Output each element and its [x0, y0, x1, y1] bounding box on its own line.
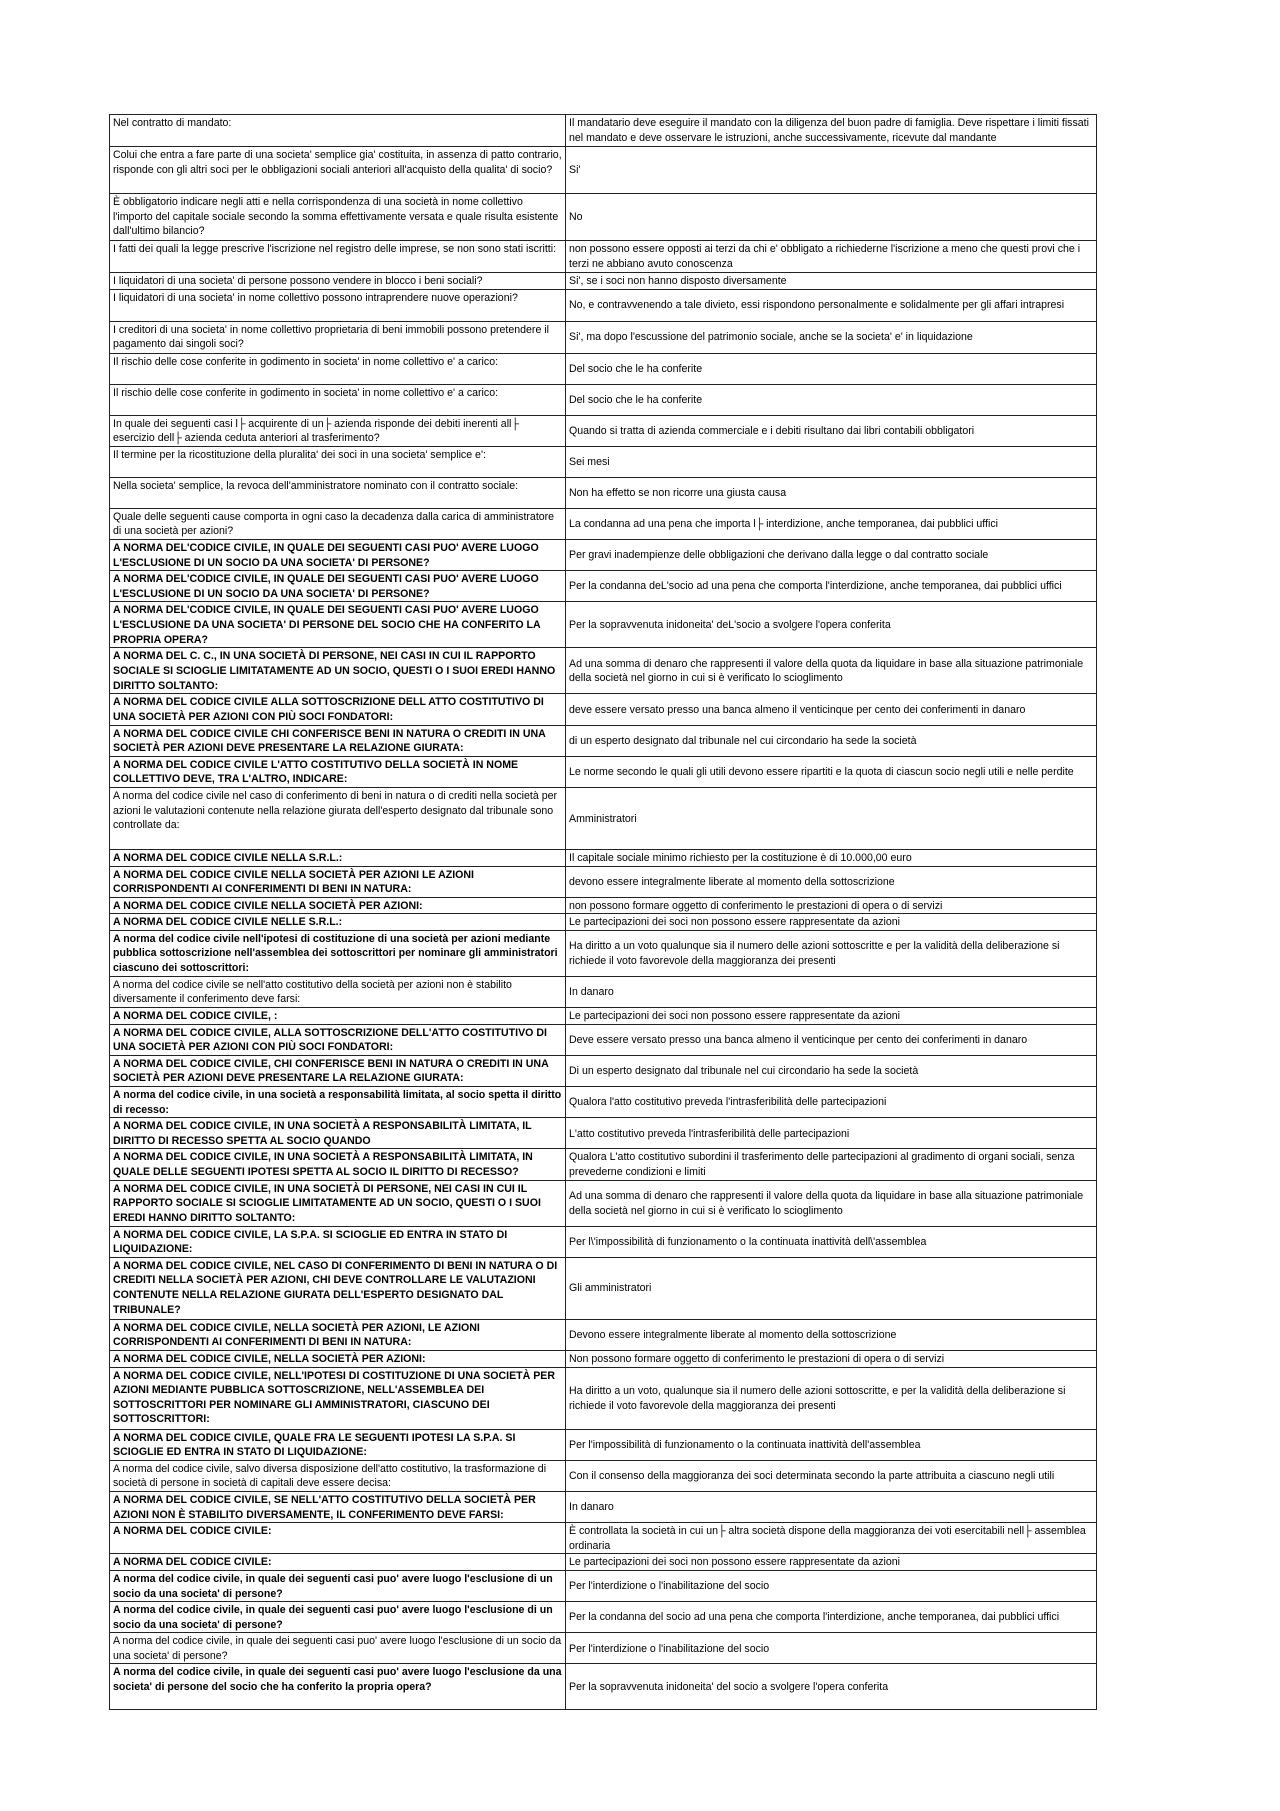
table-row	[110, 539, 1097, 570]
answer-cell: Ha diritto a un voto qualunque sia il numero delle azioni sottoscritte e per la validità della deliberazione si richiede il voto favorevole della maggioranza dei presenti	[566, 930, 1097, 976]
answer-cell: Per gravi inadempienze delle obbligazioni che derivano dalla legge o dal contratto sociale	[566, 539, 1097, 570]
table-row	[110, 1118, 1097, 1149]
question-cell: A norma del codice civile, in quale dei seguenti casi puo' avere luogo l'esclusione da una societa' di persone del socio che ha conferito la propria opera?	[110, 1664, 566, 1710]
table-row	[110, 1055, 1097, 1086]
question-cell: A norma del codice civile nel caso di conferimento di beni in natura o di crediti nella società per azioni le valutazioni contenute nella relazione giurata dell'esperto designato dal tribunale sono controllate da:	[110, 787, 566, 849]
table-row	[110, 384, 1097, 415]
table-row	[110, 241, 1097, 273]
question-cell: A NORMA DEL CODICE CIVILE, IN UNA SOCIETÀ A RESPONSABILITÀ LIMITATA, IN QUALE DELLE SEGUENTI IPOTESI SPETTA AL SOCIO IL DIRITTO DI RECESSO?	[110, 1149, 566, 1180]
question-cell: A NORMA DEL CODICE CIVILE NELLA S.R.L.:	[110, 849, 566, 866]
question-cell: A norma del codice civile nell'ipotesi di costituzione di una società per azioni mediante pubblica sottoscrizione nell'assemblea dei sottoscrittori per nominare gli amministratori ciascuno dei sottoscrittori:	[110, 930, 566, 976]
table-row	[110, 1087, 1097, 1118]
question-cell: A NORMA DEL CODICE CIVILE, QUALE FRA LE SEGUENTI IPOTESI LA S.P.A. SI SCIOGLIE ED ENTRA IN STATO DI LIQUIDAZIONE:	[110, 1429, 566, 1460]
answer-cell: Per la sopravvenuta inidoneita' deL'socio a svolgere l'opera conferita	[566, 602, 1097, 648]
question-cell: A NORMA DEL'CODICE CIVILE, IN QUALE DEI SEGUENTI CASI PUO' AVERE LUOGO L'ESCLUSIONE DI UN SOCIO DA UNA SOCIETA' DI PERSONE?	[110, 539, 566, 570]
answer-cell: Deve essere versato presso una banca almeno il venticinque per cento dei conferimenti in danaro	[566, 1024, 1097, 1055]
question-cell: A norma del codice civile, in quale dei seguenti casi puo' avere luogo l'esclusione di un socio da una societa' di persone?	[110, 1602, 566, 1633]
answer-cell: No	[566, 194, 1097, 241]
table-row	[110, 115, 1097, 147]
table-row	[110, 1008, 1097, 1025]
answer-cell: Si'	[566, 147, 1097, 194]
question-cell: A NORMA DEL C. C., IN UNA SOCIETÀ DI PERSONE, NEI CASI IN CUI IL RAPPORTO SOCIALE SI SCIOGLIE LIMITATAMENTE AD UN SOCIO, QUESTI O I SUOI EREDI HANNO DIRITTO SOLTANTO:	[110, 648, 566, 694]
question-cell: Colui che entra a fare parte di una societa' semplice gia' costituita, in assenza di patto contrario, risponde con gli altri soci per le obbligazioni sociali anteriori all'acquisto della qualita' di socio?	[110, 147, 566, 194]
question-cell: A NORMA DEL CODICE CIVILE, NEL CASO DI CONFERIMENTO DI BENI IN NATURA O DI CREDITI NELLA SOCIETÀ PER AZIONI, CHI DEVE CONTROLLARE LE VALUTAZIONI CONTENUTE NELLA RELAZIONE GIURATA DELL'ESPERTO DESIGNATO DAL TRIBUNALE?	[110, 1257, 566, 1319]
question-cell: A NORMA DEL CODICE CIVILE, NELLA SOCIETÀ PER AZIONI, LE AZIONI CORRISPONDENTI AI CONFERIMENTI DI BENI IN NATURA:	[110, 1319, 566, 1350]
table-row	[110, 321, 1097, 353]
table-row	[110, 446, 1097, 477]
question-cell: A NORMA DEL CODICE CIVILE, NELL'IPOTESI DI COSTITUZIONE DI UNA SOCIETÀ PER AZIONI MEDIANTE PUBBLICA SOTTOSCRIZIONE, NELL'ASSEMBLEA DEI SOTTOSCRITTORI PER NOMINARE GLI AMMINISTRATORI, CIASCUNO DEI SOTTOSCRITTORI:	[110, 1367, 566, 1429]
answer-cell: Non possono formare oggetto di conferimento le prestazioni di opera o di servizi	[566, 1350, 1097, 1367]
question-cell: Nel contratto di mandato:	[110, 115, 566, 147]
answer-cell: In danaro	[566, 1491, 1097, 1522]
table-row	[110, 756, 1097, 787]
answer-cell: Si', se i soci non hanno disposto diversamente	[566, 273, 1097, 290]
answer-cell: Per l'interdizione o l'inabilitazione del socio	[566, 1570, 1097, 1601]
answer-cell: Per l'interdizione o l'inabilitazione del socio	[566, 1633, 1097, 1664]
table-row	[110, 976, 1097, 1007]
question-cell: A NORMA DEL CODICE CIVILE, IN UNA SOCIETÀ A RESPONSABILITÀ LIMITATA, IL DIRITTO DI RECESSO SPETTA AL SOCIO QUANDO	[110, 1118, 566, 1149]
answer-cell: non possono formare oggetto di conferimento le prestazioni di opera o di servizi	[566, 897, 1097, 914]
answer-cell: Per la sopravvenuta inidoneita' del socio a svolgere l'opera conferita	[566, 1664, 1097, 1710]
question-cell: In quale dei seguenti casi l├ acquirente di un├ azienda risponde dei debiti inerenti all├ esercizio dell├ azienda ceduta anteriori al trasferimento?	[110, 415, 566, 446]
table-row	[110, 787, 1097, 849]
question-cell: I liquidatori di una societa' in nome collettivo possono intraprendere nuove operazioni?	[110, 289, 566, 321]
answer-cell: Le partecipazioni dei soci non possono essere rappresentate da azioni	[566, 1554, 1097, 1571]
answer-cell: Di un esperto designato dal tribunale nel cui circondario ha sede la società	[566, 1055, 1097, 1086]
table-row	[110, 1367, 1097, 1429]
table-row	[110, 725, 1097, 756]
table-row	[110, 1460, 1097, 1491]
question-cell: A NORMA DEL CODICE CIVILE NELLA SOCIETÀ PER AZIONI LE AZIONI CORRISPONDENTI AI CONFERIMENTI DI BENI IN NATURA:	[110, 866, 566, 897]
question-cell: A NORMA DEL CODICE CIVILE CHI CONFERISCE BENI IN NATURA O CREDITI IN UNA SOCIETÀ PER AZIONI DEVE PRESENTARE LA RELAZIONE GIURATA:	[110, 725, 566, 756]
answer-cell: Ha diritto a un voto, qualunque sia il numero delle azioni sottoscritte, e per la validità della deliberazione si richiede il voto favorevole della maggioranza dei presenti	[566, 1367, 1097, 1429]
question-cell: Il termine per la ricostituzione della pluralita' dei soci in una societa' semplice e':	[110, 446, 566, 477]
answer-cell: Le partecipazioni dei soci non possono essere rappresentate da azioni	[566, 1008, 1097, 1025]
table-row	[110, 1570, 1097, 1601]
table-row	[110, 1602, 1097, 1633]
answer-cell: L'atto costitutivo preveda l'intrasferibilità delle partecipazioni	[566, 1118, 1097, 1149]
answer-cell: Le norme secondo le quali gli utili devono essere ripartiti e la quota di ciascun socio negli utili e nelle perdite	[566, 756, 1097, 787]
question-cell: A NORMA DEL CODICE CIVILE NELLE S.R.L.:	[110, 914, 566, 931]
question-cell: Nella societa' semplice, la revoca dell'amministratore nominato con il contratto sociale:	[110, 477, 566, 508]
answer-cell: Non ha effetto se non ricorre una giusta causa	[566, 477, 1097, 508]
answer-cell: Il mandatario deve eseguire il mandato con la diligenza del buon padre di famiglia. Deve rispettare i limiti fissati nel mandato e deve osservare le istruzioni, anche successivamente, ricevute dal mandante	[566, 115, 1097, 147]
answer-cell: Per la condanna deL'socio ad una pena che comporta l'interdizione, anche temporanea, dai pubblici uffici	[566, 571, 1097, 602]
table-row	[110, 1024, 1097, 1055]
table-row	[110, 849, 1097, 866]
question-cell: A NORMA DEL'CODICE CIVILE, IN QUALE DEI SEGUENTI CASI PUO' AVERE LUOGO L'ESCLUSIONE DI UN SOCIO DA UNA SOCIETA' DI PERSONE?	[110, 571, 566, 602]
question-cell: A norma del codice civile, in una società a responsabilità limitata, al socio spetta il diritto di recesso:	[110, 1087, 566, 1118]
question-cell: A norma del codice civile se nell'atto costitutivo della società per azioni non è stabilito diversamente il conferimento deve farsi:	[110, 976, 566, 1007]
question-cell: A NORMA DEL CODICE CIVILE, :	[110, 1008, 566, 1025]
table-row	[110, 897, 1097, 914]
answer-cell: Il capitale sociale minimo richiesto per la costituzione è di 10.000,00 euro	[566, 849, 1097, 866]
answer-cell: Si', ma dopo l'escussione del patrimonio sociale, anche se la societa' e' in liquidazione	[566, 321, 1097, 353]
table-row	[110, 930, 1097, 976]
table-row	[110, 866, 1097, 897]
table-row	[110, 1491, 1097, 1522]
table-row	[110, 353, 1097, 384]
table-row	[110, 1180, 1097, 1226]
answer-cell: Qualora L'atto costitutivo subordini il trasferimento delle partecipazioni al gradimento di organi sociali, senza prevederne condizioni e limiti	[566, 1149, 1097, 1180]
question-cell: A NORMA DEL CODICE CIVILE:	[110, 1554, 566, 1571]
answer-cell: Per l\'impossibilità di funzionamento o la continuata inattività dell\'assemblea	[566, 1226, 1097, 1257]
table-row	[110, 477, 1097, 508]
question-cell: A NORMA DEL CODICE CIVILE, CHI CONFERISCE BENI IN NATURA O CREDITI IN UNA SOCIETÀ PER AZIONI DEVE PRESENTARE LA RELAZIONE GIURATA:	[110, 1055, 566, 1086]
question-cell: A NORMA DEL CODICE CIVILE:	[110, 1523, 566, 1554]
question-cell: A NORMA DEL CODICE CIVILE, NELLA SOCIETÀ PER AZIONI:	[110, 1350, 566, 1367]
answer-cell: Amministratori	[566, 787, 1097, 849]
table-row	[110, 648, 1097, 694]
answer-cell: Ad una somma di denaro che rappresenti il valore della quota da liquidare in base alla situazione patrimoniale della società nel giorno in cui si è verificato lo scioglimento	[566, 648, 1097, 694]
table-row	[110, 147, 1097, 194]
question-cell: I liquidatori di una societa' di persone possono vendere in blocco i beni sociali?	[110, 273, 566, 290]
question-cell: A NORMA DEL CODICE CIVILE ALLA SOTTOSCRIZIONE DELL ATTO COSTITUTIVO DI UNA SOCIETÀ PER AZIONI CON PIÙ SOCI FONDATORI:	[110, 694, 566, 725]
answer-cell: Qualora l'atto costitutivo preveda l'intrasferibilità delle partecipazioni	[566, 1087, 1097, 1118]
table-row	[110, 1319, 1097, 1350]
question-cell: I creditori di una societa' in nome collettivo proprietaria di beni immobili possono pretendere il pagamento dai singoli soci?	[110, 321, 566, 353]
question-cell: A norma del codice civile, salvo diversa disposizione dell'atto costitutivo, la trasformazione di società di persone in società di capitali deve essere decisa:	[110, 1460, 566, 1491]
answer-cell: di un esperto designato dal tribunale nel cui circondario ha sede la società	[566, 725, 1097, 756]
question-cell: È obbligatorio indicare negli atti e nella corrispondenza di una società in nome collettivo l'importo del capitale sociale secondo la somma effettivamente versata e quale risulta esistente dall'ultimo bilancio?	[110, 194, 566, 241]
question-cell: Il rischio delle cose conferite in godimento in societa' in nome collettivo e' a carico:	[110, 384, 566, 415]
answer-cell: Del socio che le ha conferite	[566, 353, 1097, 384]
answer-cell: Per la condanna del socio ad una pena che comporta l'interdizione, anche temporanea, dai pubblici uffici	[566, 1602, 1097, 1633]
question-cell: A norma del codice civile, in quale dei seguenti casi puo' avere luogo l'esclusione di un socio da una societa' di persone?	[110, 1570, 566, 1601]
table-row	[110, 273, 1097, 290]
table-row	[110, 1664, 1097, 1710]
question-cell: A NORMA DEL CODICE CIVILE, ALLA SOTTOSCRIZIONE DELL'ATTO COSTITUTIVO DI UNA SOCIETÀ PER AZIONI CON PIÙ SOCI FONDATORI:	[110, 1024, 566, 1055]
answer-cell: No, e contravvenendo a tale divieto, essi rispondono personalmente e solidalmente per gli affari intrapresi	[566, 289, 1097, 321]
table-row	[110, 571, 1097, 602]
table-row	[110, 289, 1097, 321]
question-cell: A NORMA DEL CODICE CIVILE, SE NELL'ATTO COSTITUTIVO DELLA SOCIETÀ PER AZIONI NON È STABILITO DIVERSAMENTE, IL CONFERIMENTO DEVE FARSI:	[110, 1491, 566, 1522]
question-answer-table	[109, 114, 1097, 1710]
answer-cell: deve essere versato presso una banca almeno il venticinque per cento dei conferimenti in danaro	[566, 694, 1097, 725]
question-cell: A NORMA DEL CODICE CIVILE, IN UNA SOCIETÀ DI PERSONE, NEI CASI IN CUI IL RAPPORTO SOCIALE SI SCIOGLIE LIMITATAMENTE AD UN SOCIO, QUESTI O I SUOI EREDI HANNO DIRITTO SOLTANTO:	[110, 1180, 566, 1226]
table-body	[110, 115, 1097, 1710]
table-row	[110, 1350, 1097, 1367]
table-row	[110, 602, 1097, 648]
answer-cell: Sei mesi	[566, 446, 1097, 477]
answer-cell: devono essere integralmente liberate al momento della sottoscrizione	[566, 866, 1097, 897]
question-cell: Il rischio delle cose conferite in godimento in societa' in nome collettivo e' a carico:	[110, 353, 566, 384]
table-row	[110, 694, 1097, 725]
answer-cell: In danaro	[566, 976, 1097, 1007]
table-row	[110, 1257, 1097, 1319]
answer-cell: La condanna ad una pena che importa l├ interdizione, anche temporanea, dai pubblici uffici	[566, 508, 1097, 539]
answer-cell: non possono essere opposti ai terzi da chi e' obbligato a richiederne l'iscrizione a meno che questi provi che i terzi ne abbiano avuto conoscenza	[566, 241, 1097, 273]
answer-cell: Gli amministratori	[566, 1257, 1097, 1319]
table-row	[110, 914, 1097, 931]
answer-cell: È controllata la società in cui un├ altra società dispone della maggioranza dei voti esercitabili nell├ assemblea ordinaria	[566, 1523, 1097, 1554]
table-row	[110, 1429, 1097, 1460]
table-row	[110, 1226, 1097, 1257]
answer-cell: Devono essere integralmente liberate al momento della sottoscrizione	[566, 1319, 1097, 1350]
question-cell: A norma del codice civile, in quale dei seguenti casi puo' avere luogo l'esclusione di un socio da una societa' di persone?	[110, 1633, 566, 1664]
answer-cell: Per l'impossibilità di funzionamento o la continuata inattività dell'assemblea	[566, 1429, 1097, 1460]
table-row	[110, 1554, 1097, 1571]
answer-cell: Del socio che le ha conferite	[566, 384, 1097, 415]
question-cell: Quale delle seguenti cause comporta in ogni caso la decadenza dalla carica di amministratore di una società per azioni?	[110, 508, 566, 539]
answer-cell: Quando si tratta di azienda commerciale e i debiti risultano dai libri contabili obbligatori	[566, 415, 1097, 446]
table-row	[110, 194, 1097, 241]
answer-cell: Con il consenso della maggioranza dei soci determinata secondo la parte attribuita a ciascuno negli utili	[566, 1460, 1097, 1491]
question-cell: A NORMA DEL CODICE CIVILE L'ATTO COSTITUTIVO DELLA SOCIETÀ IN NOME COLLETTIVO DEVE, TRA L'ALTRO, INDICARE:	[110, 756, 566, 787]
question-cell: I fatti dei quali la legge prescrive l'iscrizione nel registro delle imprese, se non sono stati iscritti:	[110, 241, 566, 273]
question-cell: A NORMA DEL'CODICE CIVILE, IN QUALE DEI SEGUENTI CASI PUO' AVERE LUOGO L'ESCLUSIONE DA UNA SOCIETA' DI PERSONE DEL SOCIO CHE HA CONFERITO LA PROPRIA OPERA?	[110, 602, 566, 648]
quiz-table-sheet	[109, 114, 1096, 1710]
question-cell: A NORMA DEL CODICE CIVILE, LA S.P.A. SI SCIOGLIE ED ENTRA IN STATO DI LIQUIDAZIONE:	[110, 1226, 566, 1257]
table-row	[110, 1149, 1097, 1180]
answer-cell: Ad una somma di denaro che rappresenti il valore della quota da liquidare in base alla situazione patrimoniale della società nel giorno in cui si è verificato lo scioglimento	[566, 1180, 1097, 1226]
table-row	[110, 415, 1097, 446]
table-row	[110, 508, 1097, 539]
table-row	[110, 1633, 1097, 1664]
table-row	[110, 1523, 1097, 1554]
question-cell: A NORMA DEL CODICE CIVILE NELLA SOCIETÀ PER AZIONI:	[110, 897, 566, 914]
answer-cell: Le partecipazioni dei soci non possono essere rappresentate da azioni	[566, 914, 1097, 931]
